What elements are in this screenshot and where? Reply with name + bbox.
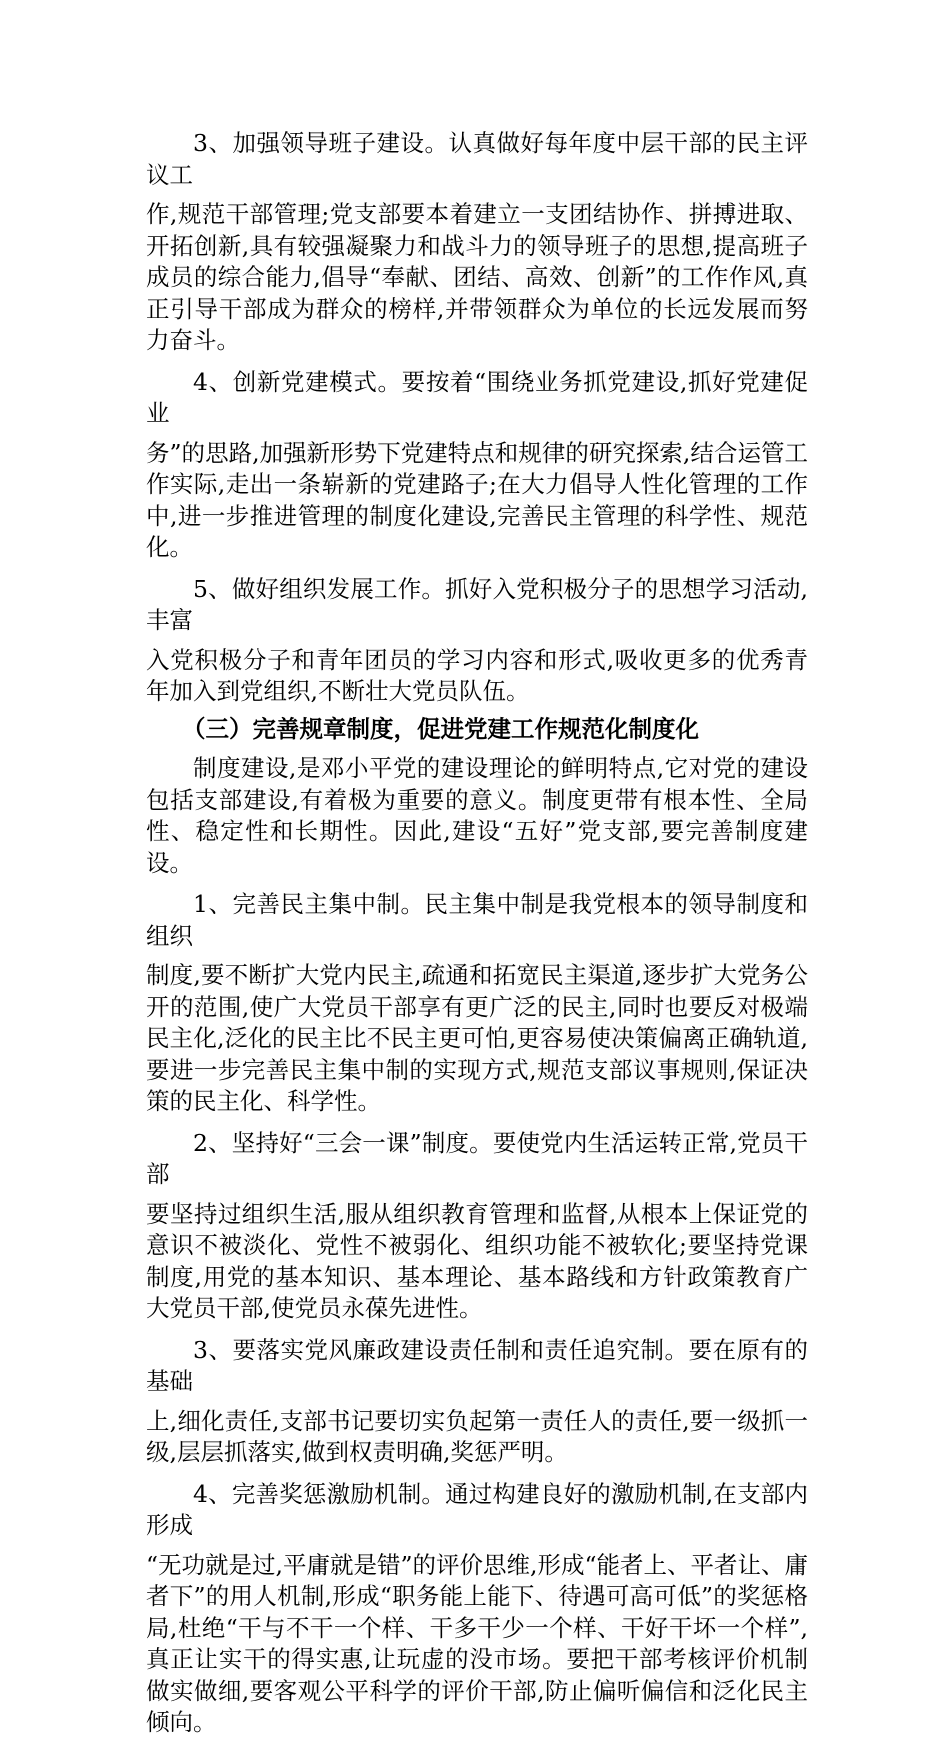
paragraph-intro: 制度建设,是邓小平党的建设理论的鲜明特点,它对党的建设包括支部建设,有着极为重要的意义。制度更带有根本性、全局性、稳定性和长期性。因此,建设“五好”党支部,要完善制度建设。	[146, 754, 808, 877]
paragraph-body: 要坚持过组织生活,服从组织教育管理和监督,从根本上保证党的意识不被淡化、党性不被弱化、组织功能不被软化;要坚持党课制度,用党的基本知识、基本理论、基本路线和方针政策教育广大党员干部,使党员永葆先进性。	[146, 1199, 808, 1322]
paragraph-three-meetings	[146, 1128, 808, 1325]
paragraph-party-model	[146, 367, 808, 564]
section-heading: （三）完善规章制度，促进党建工作规范化制度化	[182, 714, 699, 743]
paragraph-first-line: 3、加强领导班子建设。认真做好每年度中层干部的民主评议工	[146, 129, 808, 189]
paragraph-body: “无功就是过,平庸就是错”的评价思维,形成“能者上、平者让、庸者下”的用人机制,形成“职务能上能下、待遇可高可低”的奖惩格局,杜绝“干与不干一个样、干多干少一个样、干好干坏一个样”,真正让实干的得实惠,让玩虚的没市场。要把干部考核评价机制做实做细,要客观公平科学的评价干部,防止偏听偏信和泛化民主倾向。	[146, 1550, 808, 1736]
paragraph-leadership	[146, 128, 808, 357]
paragraph-organization-development	[146, 574, 808, 708]
paragraph-first-line: 2、坚持好“三会一课”制度。要使党内生活运转正常,党员干部	[146, 1128, 808, 1188]
paragraph-responsibility-system	[146, 1335, 808, 1469]
paragraph-first-line: 3、要落实党风廉政建设责任制和责任追究制。要在原有的基础	[146, 1335, 808, 1395]
paragraph-body: 上,细化责任,支部书记要切实负起第一责任人的责任,要一级抓一级,层层抓落实,做到权责明确,奖惩严明。	[146, 1406, 808, 1466]
paragraph-incentive-mechanism	[146, 1479, 808, 1739]
paragraph-body: 务”的思路,加强新形势下党建特点和规律的研究探索,结合运管工作实际,走出一条崭新的党建路子;在大力倡导人性化管理的工作中,进一步推进管理的制度化建设,完善民主管理的科学性、规范化。	[146, 438, 808, 561]
paragraph-body: 作,规范干部管理;党支部要本着建立一支团结协作、拼搏进取、开拓创新,具有较强凝聚力和战斗力的领导班子的思想,提高班子成员的综合能力,倡导“奉献、团结、高效、创新”的工作作风,真正引导干部成为群众的榜样,并带领群众为单位的长远发展而努力奋斗。	[146, 200, 808, 354]
document-page	[146, 128, 808, 1739]
paragraph-democratic-centralism	[146, 889, 808, 1118]
paragraph-body: 入党积极分子和青年团员的学习内容和形式,吸收更多的优秀青年加入到党组织,不断壮大党员队伍。	[146, 645, 808, 705]
paragraph-first-line: 4、创新党建模式。要按着“围绕业务抓党建设,抓好党建促业	[146, 367, 808, 427]
paragraph-first-line: 1、完善民主集中制。民主集中制是我党根本的领导制度和组织	[146, 890, 808, 950]
paragraph-first-line: 5、做好组织发展工作。抓好入党积极分子的思想学习活动,丰富	[146, 574, 808, 634]
paragraph-first-line: 4、完善奖惩激励机制。通过构建良好的激励机制,在支部内形成	[146, 1479, 808, 1539]
paragraph-body: 制度,要不断扩大党内民主,疏通和拓宽民主渠道,逐步扩大党务公开的范围,使广大党员干部享有更广泛的民主,同时也要反对极端民主化,泛化的民主比不民主更可怕,更容易使决策偏离正确轨道,要进一步完善民主集中制的实现方式,规范支部议事规则,保证决策的民主化、科学性。	[146, 961, 808, 1115]
